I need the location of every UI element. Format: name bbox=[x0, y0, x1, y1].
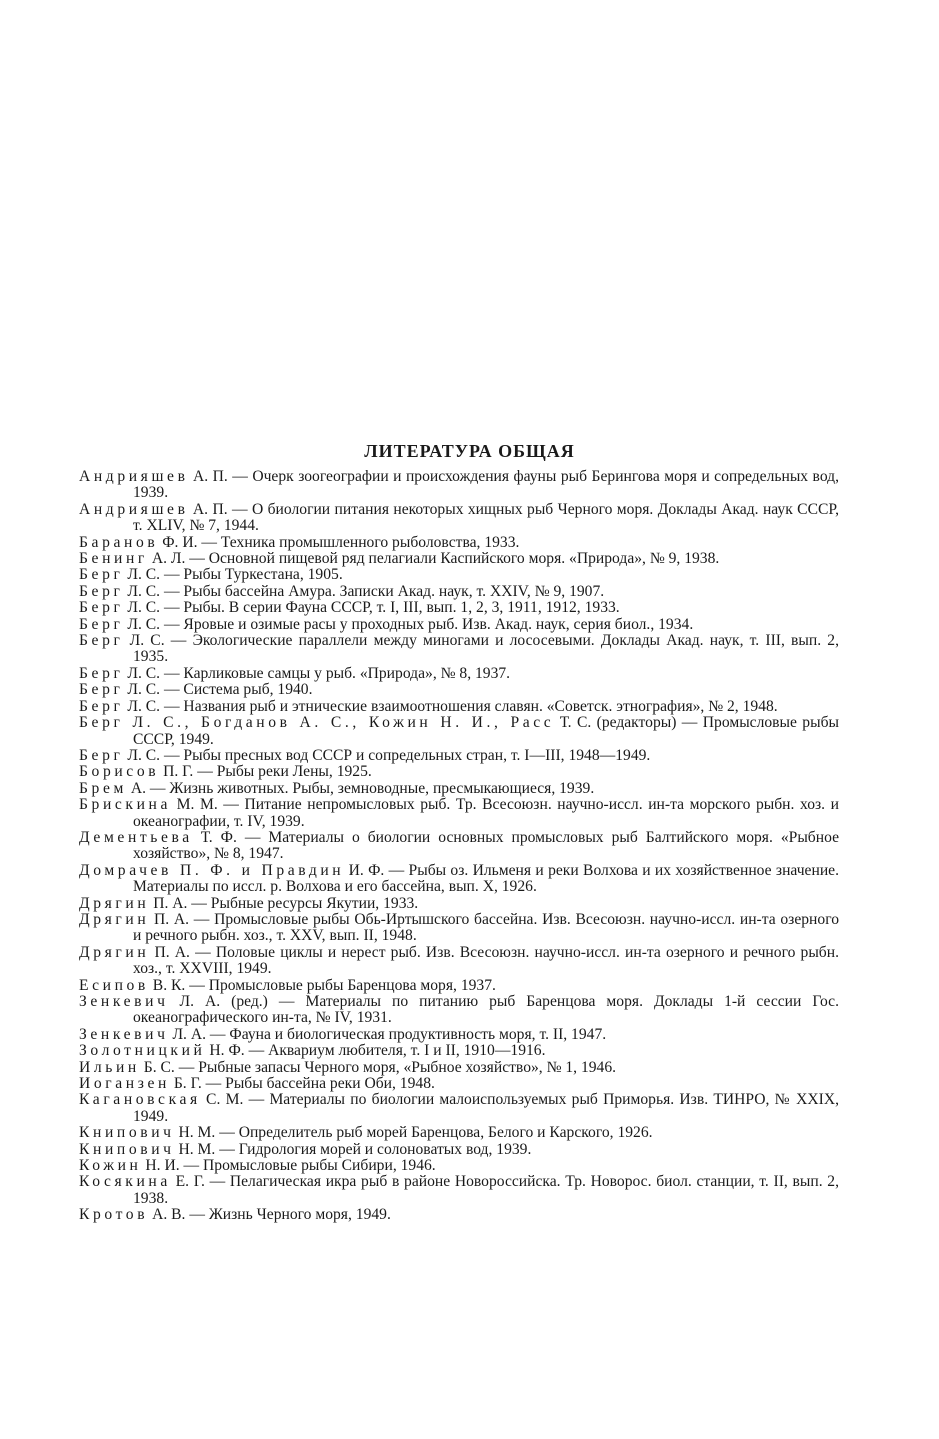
reference-text: Б. Г. — Рыбы бассейна реки Оби, 1948. bbox=[169, 1075, 435, 1093]
reference-author: Иоганзен bbox=[79, 1075, 170, 1093]
reference-entry bbox=[79, 945, 839, 978]
reference-entry bbox=[79, 781, 839, 797]
reference-text: А. П. — Очерк зоогеографии и происхождения фауны рыб Берингова моря и сопредельных вод, 1939. bbox=[133, 468, 839, 502]
reference-entry bbox=[79, 863, 839, 896]
reference-author: Берг bbox=[79, 697, 124, 715]
reference-author: Кагановская bbox=[79, 1091, 201, 1109]
reference-entry bbox=[79, 978, 839, 994]
reference-text: Л. А. — Фауна и биологическая продуктивность моря, т. II, 1947. bbox=[168, 1025, 607, 1043]
reference-text: П. Г. — Рыбы реки Лены, 1925. bbox=[159, 763, 372, 781]
reference-entry bbox=[79, 715, 839, 748]
reference-text: П. А. — Промысловые рыбы Обь-Иртышского бассейна. Изв. Всесоюзн. научно-иссл. ин-та озерного и речного рыбн. хоз., т. XXV, вып. II, 1948. bbox=[133, 910, 839, 945]
reference-text: А. П. — О биологии питания некоторых хищных рыб Черного моря. Доклады Акад. наук СССР, т. XLIV, № 7, 1944. bbox=[133, 500, 839, 535]
reference-entry bbox=[79, 797, 839, 830]
reference-text: П. А. — Рыбные ресурсы Якутии, 1933. bbox=[149, 894, 419, 912]
reference-text: И. Ф. — Рыбы оз. Ильменя и реки Волхова и их хозяйственное значение. Материалы по иссл. р. Волхова и его бассейна, вып. X, 1926. bbox=[133, 861, 839, 896]
reference-author: Золотницкий bbox=[79, 1042, 206, 1060]
reference-entry bbox=[79, 1207, 839, 1223]
reference-entry bbox=[79, 535, 839, 551]
reference-author: Зенкевич bbox=[79, 993, 169, 1010]
reference-entry bbox=[79, 633, 839, 666]
reference-author: Берг bbox=[79, 615, 124, 633]
reference-text: Л. С. — Карликовые самцы у рыб. «Природа», № 8, 1937. bbox=[123, 664, 511, 682]
reference-entry bbox=[79, 469, 839, 502]
reference-author: Берг bbox=[79, 681, 124, 699]
reference-entry bbox=[79, 830, 839, 863]
reference-entry bbox=[79, 567, 839, 583]
reference-text: Л. С. — Рыбы. В серии Фауна СССР, т. I, III, вып. 1, 2, 3, 1911, 1912, 1933. bbox=[123, 599, 620, 617]
reference-text: А. — Жизнь животных. Рыбы, земноводные, пресмыкающиеся, 1939. bbox=[126, 779, 595, 797]
reference-author: Дрягин bbox=[79, 943, 150, 961]
reference-entry bbox=[79, 699, 839, 715]
reference-text: Л. С. — Яровые и озимые расы у проходных рыб. Изв. Акад. наук, серия биол., 1934. bbox=[123, 615, 694, 633]
reference-author: Берг bbox=[79, 582, 124, 600]
reference-author: Андрияшев bbox=[79, 500, 189, 518]
reference-entry bbox=[79, 1125, 839, 1141]
reference-entry bbox=[79, 551, 839, 567]
reference-author: Баранов bbox=[79, 533, 159, 551]
reference-text: Н. М. — Гидрология морей и солоноватых вод, 1939. bbox=[174, 1140, 532, 1158]
reference-author: Кротов bbox=[79, 1206, 149, 1224]
reference-text: Б. С. — Рыбные запасы Черного моря, «Рыбное хозяйство», № 1, 1946. bbox=[139, 1058, 617, 1076]
reference-author: Дрягин bbox=[79, 894, 150, 912]
reference-author: Берг bbox=[79, 566, 124, 584]
reference-text: М. М. — Питание непромысловых рыб. Тр. Всесоюзн. научно-иссл. ин-та морского рыбн. хоз. и океанографии, т. IV, 1939. bbox=[133, 796, 839, 830]
reference-author: Бенинг bbox=[79, 550, 148, 568]
reference-text: Л. С. — Система рыб, 1940. bbox=[123, 681, 313, 699]
reference-author: Зенкевич bbox=[79, 1025, 169, 1043]
reference-text: Л. С. — Рыбы бассейна Амура. Записки Акад. наук, т. XXIV, № 9, 1907. bbox=[123, 582, 605, 600]
reference-entry bbox=[79, 1174, 839, 1207]
reference-author: Берг bbox=[79, 746, 124, 764]
reference-text: Л. С. — Рыбы пресных вод СССР и сопредельных стран, т. I—III, 1948—1949. bbox=[123, 746, 651, 764]
reference-entry bbox=[79, 666, 839, 682]
reference-list bbox=[79, 469, 839, 1224]
reference-author: Кожин bbox=[79, 1157, 142, 1175]
reference-text: А. Л. — Основной пищевой ряд пелагиали Каспийского моря. «Природа», № 9, 1938. bbox=[147, 550, 720, 568]
reference-author: Книпович bbox=[79, 1124, 175, 1142]
reference-author: Есипов bbox=[79, 976, 149, 994]
reference-author: Брискина bbox=[79, 796, 172, 814]
reference-author: Косякина bbox=[79, 1173, 171, 1191]
reference-text: Л. А. (ред.) — Материалы по питанию рыб Баренцова моря. Доклады 1-й сессии Гос. океанографического ин-та, № IV, 1931. bbox=[133, 993, 839, 1027]
reference-entry bbox=[79, 896, 839, 912]
reference-text: Н. М. — Определитель рыб морей Баренцова, Белого и Карского, 1926. bbox=[174, 1124, 653, 1142]
reference-entry bbox=[79, 764, 839, 780]
reference-text: С. М. — Материалы по биологии малоиспользуемых рыб Приморья. Изв. ТИНРО, № XXIX, 1949. bbox=[133, 1091, 839, 1125]
reference-author: Берг bbox=[79, 632, 124, 650]
reference-author: Домрачев П. Ф. и Правдин bbox=[79, 861, 345, 879]
reference-author: Брем bbox=[79, 779, 127, 797]
reference-entry bbox=[79, 584, 839, 600]
reference-text: Л. С. — Названия рыб и этнические взаимоотношения славян. «Советск. этнография», № 2, 1948. bbox=[123, 697, 778, 715]
reference-entry bbox=[79, 600, 839, 616]
reference-text: Л. С. — Рыбы Туркестана, 1905. bbox=[123, 566, 343, 584]
reference-author: Книпович bbox=[79, 1140, 175, 1158]
reference-entry bbox=[79, 1060, 839, 1076]
reference-author: Берг bbox=[79, 664, 124, 682]
reference-author: Берг bbox=[79, 599, 124, 617]
reference-entry bbox=[79, 1043, 839, 1059]
reference-author: Андрияшев bbox=[79, 468, 189, 485]
reference-entry bbox=[79, 912, 839, 945]
reference-text: Т. Ф. — Материалы о биологии основных промысловых рыб Балтийского моря. «Рыбное хозяйство», № 8, 1947. bbox=[133, 828, 839, 863]
reference-author: Дементьева bbox=[79, 828, 193, 846]
reference-entry bbox=[79, 994, 839, 1027]
reference-entry bbox=[79, 748, 839, 764]
reference-author: Борисов bbox=[79, 763, 160, 781]
reference-entry bbox=[79, 1076, 839, 1092]
reference-text: Н. И. — Промысловые рыбы Сибири, 1946. bbox=[141, 1157, 436, 1175]
reference-author: Берг Л. С., Богданов А. С., Кожин Н. И., Расс bbox=[79, 714, 555, 732]
reference-entry bbox=[79, 682, 839, 698]
reference-entry bbox=[79, 1158, 839, 1174]
reference-author: Ильин bbox=[79, 1058, 140, 1076]
reference-text: Е. Г. — Пелагическая икра рыб в районе Новороссийска. Тр. Новорос. биол. станции, т. II, вып. 2, 1938. bbox=[133, 1173, 839, 1207]
reference-entry bbox=[79, 1092, 839, 1125]
reference-text: В. К. — Промысловые рыбы Баренцова моря, 1937. bbox=[148, 976, 496, 994]
reference-entry bbox=[79, 617, 839, 633]
reference-entry bbox=[79, 1142, 839, 1158]
reference-text: Ф. И. — Техника промышленного рыболовства, 1933. bbox=[158, 533, 520, 551]
page-title: ЛИТЕРАТУРА ОБЩАЯ bbox=[364, 441, 575, 462]
reference-text: Л. С. — Экологические параллели между миногами и лососевыми. Доклады Акад. наук, т. III, вып. 2, 1935. bbox=[123, 632, 839, 666]
reference-entry bbox=[79, 1027, 839, 1043]
reference-entry bbox=[79, 502, 839, 535]
reference-text: Н. Ф. — Аквариум любителя, т. I и II, 1910—1916. bbox=[205, 1042, 546, 1060]
reference-text: А. В. — Жизнь Черного моря, 1949. bbox=[148, 1206, 391, 1224]
reference-author: Дрягин bbox=[79, 910, 150, 928]
reference-text: Т. С. (редакторы) — Промысловые рыбы СССР, 1949. bbox=[133, 714, 839, 748]
reference-text: П. А. — Половые циклы и нерест рыб. Изв. Всесоюзн. научно-иссл. ин-та озерного и речного рыбн. хоз., т. XXVIII, 1949. bbox=[133, 943, 839, 978]
